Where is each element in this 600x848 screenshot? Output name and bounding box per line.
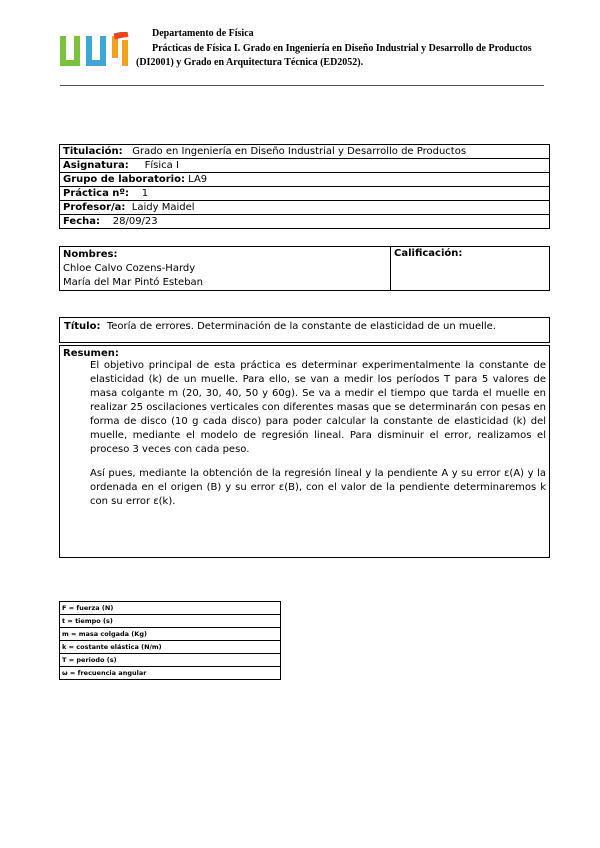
titulo-text: Teoría de errores. Determinación de la constante de elasticidad de un muelle. <box>106 321 496 332</box>
student-name-1: Chloe Calvo Cozens-Hardy <box>63 263 196 274</box>
resumen-paragraph-1: El objetivo principal de esta práctica es determinar experimentalmente la constante de elasticidad (k) de un muelle. Para ello, se van a medir los períodos T para 5 valores de masa colgante m (20, 30, 40, 50 y 60g). Se va a medir el tiempo que tarda el muelle en realizar 25 oscilaciones verticales con diferentes masas que se determinarán con pesas en forma de disco (10 g cada disco) para poder calcular la constante de elasticidad (k) del muelle, mediante el modelo de regresión lineal. Para disminuir el error, realizamos el proceso 3 veces con cada peso. <box>90 360 546 455</box>
uji-logo <box>60 32 134 66</box>
variables-table <box>59 601 281 680</box>
grupo-value: LA9 <box>188 174 208 185</box>
asignatura-label: Asignatura: <box>63 160 129 171</box>
titulacion-value: Grado en Ingeniería en Diseño Industrial y Desarrollo de Productos <box>132 146 467 157</box>
profesor-value: Laidy Maidel <box>131 202 195 213</box>
fecha-label: Fecha: <box>63 216 101 227</box>
row-profesor <box>60 201 550 215</box>
subtitle-bold: Prácticas de Física I. <box>152 43 241 54</box>
student-name-2: María del Mar Pintó Esteban <box>63 277 204 288</box>
row-practica <box>60 187 550 201</box>
info-table <box>59 144 550 229</box>
subtitle-rest: Grado en Ingeniería en Diseño Industrial y Desarrollo de Productos <box>240 43 532 54</box>
titulo-box <box>59 317 550 343</box>
course-subtitle <box>136 42 550 70</box>
titulacion-label: Titulación: <box>63 146 123 157</box>
fecha-value: 28/09/23 <box>112 216 158 227</box>
header-rule <box>60 85 544 86</box>
row-grupo <box>60 173 550 187</box>
resumen-box <box>59 345 550 558</box>
row-titulacion <box>60 145 550 159</box>
variable-row: F = fuerza (N) <box>60 602 281 615</box>
resumen-paragraph-2: Así pues, mediante la obtención de la regresión lineal y la pendiente A y su error ε(A) y la ordenada en el origen (B) y su error ε(B), con el valor de la pendiente determinaremos k con su error ε(k). <box>90 468 546 507</box>
variable-row: m = masa colgada (Kg) <box>60 628 281 641</box>
variable-row: T = periodo (s) <box>60 654 281 667</box>
variable-row: t = tiempo (s) <box>60 615 281 628</box>
subtitle-line2: (DI2001) y Grado en Arquitectura Técnica (ED2052). <box>136 57 364 68</box>
titulo-label: Título: <box>64 321 101 332</box>
department-title: Departamento de Física <box>152 28 254 39</box>
row-asignatura <box>60 159 550 173</box>
page-header <box>60 28 550 88</box>
profesor-label: Profesor/a: <box>63 202 126 213</box>
resumen-label: Resumen: <box>63 348 119 359</box>
names-box <box>59 246 550 291</box>
variable-row: k = costante elástica (N/m) <box>60 641 281 654</box>
names-label: Nombres: <box>63 249 118 260</box>
row-fecha <box>60 215 550 229</box>
practica-label: Práctica nº: <box>63 188 130 199</box>
variable-row: ω = frecuencia angular <box>60 667 281 680</box>
grupo-label: Grupo de laboratorio: <box>63 174 185 185</box>
names-cell <box>60 247 391 290</box>
practica-value: 1 <box>141 188 149 199</box>
asignatura-value: Física I <box>144 160 179 171</box>
calificacion-label: Calificación: <box>394 248 463 259</box>
